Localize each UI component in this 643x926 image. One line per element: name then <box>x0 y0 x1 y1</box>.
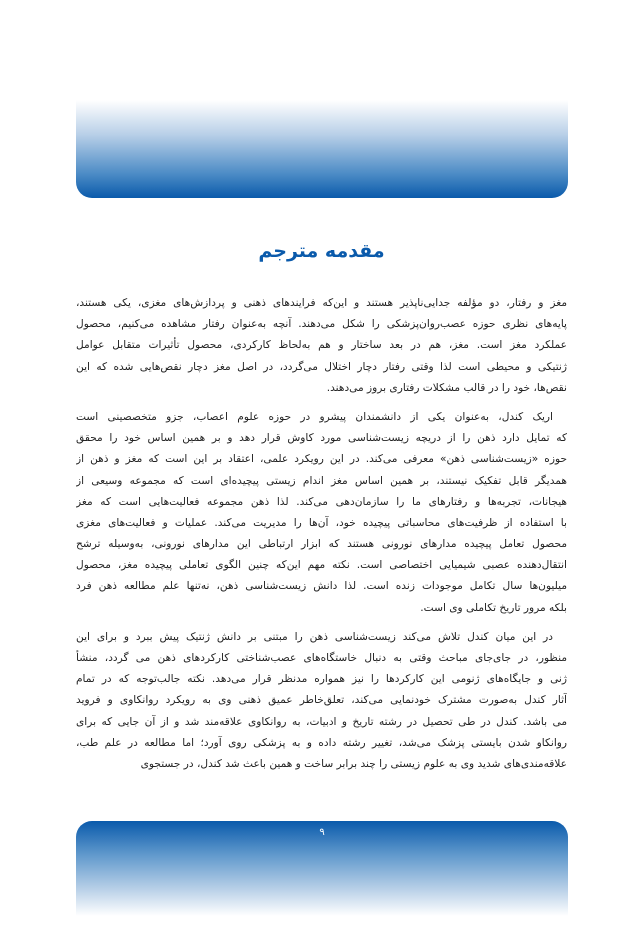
text-line: می باشد. کندل در طی تحصیل در رشته تاریخ و ادبیات، به روانکاوی علاقه‌مند شد و از آن جایی که برای <box>76 715 567 728</box>
text-line: روانکاو شدن بایستی پزشک می‌شد، تغییر رشته داده و به پزشکی روی آورد؛ اما مطالعه در علم طب، <box>76 736 567 749</box>
paragraph <box>76 293 567 399</box>
page-number: ۹ <box>319 827 325 838</box>
text-line: بلکه مرور تاریخ تکاملی وی است. <box>420 601 567 614</box>
text-line: میلیون‌ها سال تکامل موجودات زنده است. لذا دانش زیست‌شناسی ذهن، نه‌تنها علم مطالعه ذهن فرد <box>76 580 567 593</box>
text-line: حوزه «زیست‌شناسی ذهن» معرفی می‌کند. در این رویکرد علمی، اعتقاد بر این است که مغز و ذهن از <box>76 453 567 466</box>
text-line: ژنتیکی و محیطی است لذا وقتی رفتار دچار اختلال می‌گردد، در اصل مغز دچار نقص‌هایی شده که این <box>76 360 567 373</box>
text-line: عملکرد مغز است. مغز، هم در بعد ساختار و هم به‌لحاظ کارکردی، محصول تأثیرات متقابل عوامل <box>76 339 567 352</box>
footer-band <box>76 821 568 916</box>
text-line: با استفاده از ظرفیت‌های محاسباتی پیچیده خود، آن‌ها را مدیریت می‌کند. عملیات و فعالیت‌های مغزی <box>76 516 567 529</box>
text-line: علاقه‌مندی‌های شدید وی به علوم زیستی را چند برابر ساخت و همین باعث شد کندل، در جستجوی <box>140 757 567 770</box>
text-line: همدیگر قابل تفکیک نیستند، بر همین اساس مغز اندام زیستی پیچیده‌ای است که مجموعه وسیعی از <box>76 474 567 487</box>
text-line: اریک کندل، به‌عنوان یکی از دانشمندان پیشرو در حوزه علوم اعصاب، جزو متخصصینی است <box>76 410 553 423</box>
header-band <box>76 100 568 198</box>
text-line: پایه‌های نظری حوزه عصب‌روان‌پزشکی را شکل می‌دهند. آنچه به‌عنوان رفتار مشاهده می‌کنیم، محصول <box>76 318 567 331</box>
text-line: در این میان کندل تلاش می‌کند زیست‌شناسی ذهن را مبتنی بر دانش ژنتیک پیش ببرد و برای این <box>76 630 553 643</box>
text-line: ژنی و جایگاه‌های ژنومی این کارکردها را نیز همواره مدنظر قرار می‌دهد. نکته جالب‌توجه که در تمام <box>76 673 567 686</box>
page-title: مقدمه مترجم <box>258 240 385 262</box>
text-line: انتقال‌دهنده عصبی شیمیایی اختصاصی است. نکته مهم این‌که چنین الگوی تعاملی پیچیده مغز، محصول <box>76 559 567 572</box>
paragraph <box>76 407 567 619</box>
text-line: مغز و رفتار، دو مؤلفه جدایی‌ناپذیر هستند و این‌که فرایندهای ذهنی و پردازش‌های مغزی، یکی هستند، <box>76 297 567 309</box>
body-text <box>76 293 567 783</box>
text-line: که تمایل دارد ذهن را از دریچه زیست‌شناسی مورد کاوش قرار دهد و بر همین اساس خود را محقق <box>76 432 567 445</box>
paragraph <box>76 627 567 775</box>
text-line: آثار کندل به‌صورت مشترک خودنمایی می‌کند، تعلق‌خاطر عمیق ذهنی وی به رویکرد روانکاوی و فروید <box>76 694 567 707</box>
text-line: منظور، در جای‌جای مباحث وقتی به دنبال خاستگاه‌های عصب‌شناختی کارکردهای ذهن می گردد، منشأ <box>76 652 567 664</box>
text-line: هیجانات، تجربه‌ها و رفتارهای ما را سازمان‌دهی می‌کند. لذا ذهن مجموعه فعالیت‌هایی است که مغز <box>76 495 567 508</box>
text-line: نقص‌ها، خود را در قالب مشکلات رفتاری بروز می‌دهند. <box>326 381 567 394</box>
text-line: محصول تعامل پیچیده مدارهای نورونی هستند که ابزار ارتباطی این مدارهای نورونی، به‌وسیله ترشح <box>76 538 567 551</box>
